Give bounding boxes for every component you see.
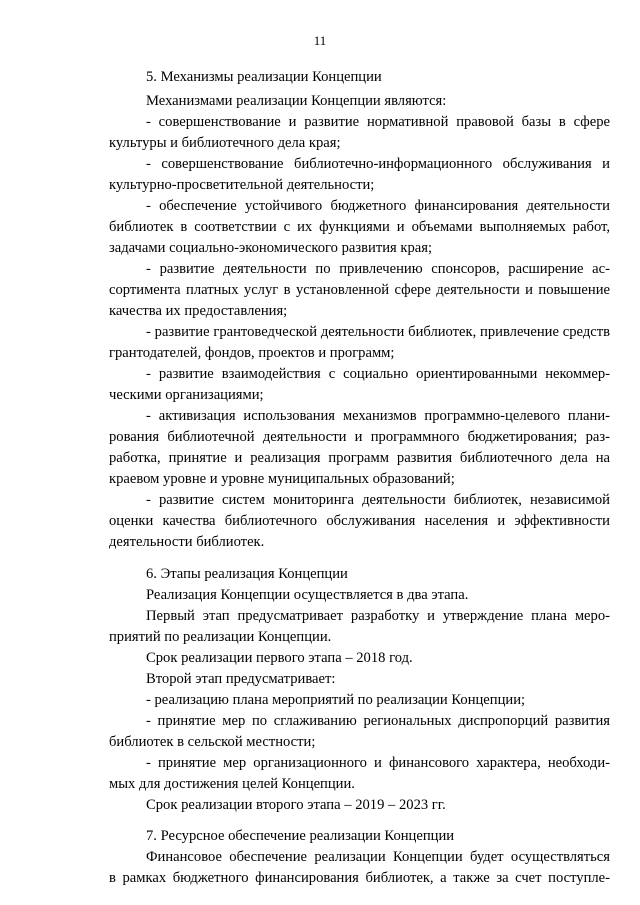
text-line: мых для достижения целей Концепции. xyxy=(109,776,355,792)
text-line: Срок реализации первого этапа – 2018 год. xyxy=(146,650,413,666)
text-line: грантодателей, фондов, проектов и программ; xyxy=(109,345,395,361)
text-line: библиотек в соответствии с их функциями и объемами выполняемых работ, xyxy=(109,219,610,235)
text-line: Второй этап предусматривает: xyxy=(146,671,336,687)
text-line: - реализацию плана мероприятий по реализации Концепции; xyxy=(146,692,526,708)
text-line: задачами социально-экономического развития края; xyxy=(109,240,433,256)
text-line: - совершенствование библиотечно-информационного обслуживания и xyxy=(146,156,610,172)
text-line: Реализация Концепции осуществляется в два этапа. xyxy=(146,587,469,603)
text-line: ческими организациями; xyxy=(109,387,264,403)
text-line: Первый этап предусматривает разработку и утверждение плана меро- xyxy=(146,608,610,624)
text-line: краевом уровне и уровне муниципальных образований; xyxy=(109,471,455,487)
text-line: работка, принятие и реализация программ развития библиотечного дела на xyxy=(109,450,610,466)
section-heading: 7. Ресурсное обеспечение реализации Концепции xyxy=(146,828,455,844)
page-number: 11 xyxy=(313,33,327,48)
text-line: сортимента платных услуг в установленной сфере деятельности и повышение xyxy=(109,282,610,298)
text-line: - принятие мер организационного и финансового характера, необходи- xyxy=(146,755,610,771)
text-line: Механизмами реализации Концепции являются: xyxy=(146,93,447,109)
text-line: - развитие деятельности по привлечению спонсоров, расширение ас- xyxy=(146,261,610,277)
text-line: деятельности библиотек. xyxy=(109,534,265,550)
text-line: Финансовое обеспечение реализации Концепции будет осуществляться xyxy=(146,849,610,865)
text-line: в рамках бюджетного финансирования библиотек, а также за счет поступле- xyxy=(109,870,610,886)
text-line: - принятие мер по сглаживанию региональных диспропорций развития xyxy=(146,713,610,729)
text-line: оценки качества библиотечного обслуживания населения и эффективности xyxy=(109,513,610,529)
text-line: качества их предоставления; xyxy=(109,303,288,319)
text-line: - активизация использования механизмов программно-целевого плани- xyxy=(146,408,610,424)
text-line: - развитие грантоведческой деятельности библиотек, привлечение средств xyxy=(146,324,610,340)
text-line: рования библиотечной деятельности и программного бюджетирования; раз- xyxy=(109,429,610,445)
text-line: культуры и библиотечного дела края; xyxy=(109,135,341,151)
section-heading: 5. Механизмы реализации Концепции xyxy=(146,69,382,85)
text-line: - развитие взаимодействия с социально ориентированными некоммер- xyxy=(146,366,610,382)
text-line: Срок реализации второго этапа – 2019 – 2023 гг. xyxy=(146,797,446,813)
text-line: - обеспечение устойчивого бюджетного финансирования деятельности xyxy=(146,198,610,214)
text-line: - развитие систем мониторинга деятельности библиотек, независимой xyxy=(146,492,610,508)
section-heading: 6. Этапы реализация Концепции xyxy=(146,566,348,582)
text-line: приятий по реализации Концепции. xyxy=(109,629,332,645)
text-line: библиотек в сельской местности; xyxy=(109,734,316,750)
text-line: - совершенствование и развитие нормативной правовой базы в сфере xyxy=(146,114,610,130)
text-line: культурно-просветительной деятельности; xyxy=(109,177,375,193)
